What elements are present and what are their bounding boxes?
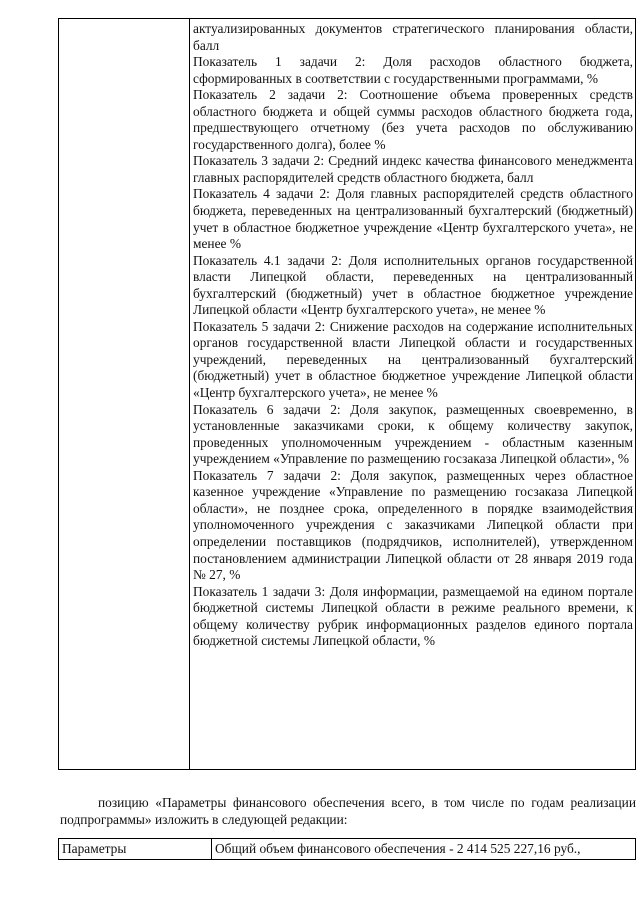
indicator-text: Показатель 7 задачи 2: Доля закупок, размещенных через областное казенное учреждение «Управление по размещению госзаказа Липецкой области», не позднее срока, определенного в порядке взаимодействия уполномоченного учреждения с заказчиками Липецкой области при определении поставщиков (подрядчиков, исполнителей), утвержденном постановлением администрации Липецкой области от 28 января 2019 года № 27, % <box>193 467 633 583</box>
amendment-paragraph: позицию «Параметры финансового обеспечения всего, в том числе по годам реализации подпрограммы» изложить в следующей редакции: <box>60 795 636 827</box>
table-row <box>59 19 636 770</box>
indicator-text: Показатель 3 задачи 2: Средний индекс качества финансового менеджмента главных распорядителей средств областного бюджета, балл <box>193 153 633 185</box>
indicator-text: Показатель 4 задачи 2: Доля главных распорядителей средств областного бюджета, переведенных на централизованный бухгалтерский (бюджетный) учет в областное бюджетное учреждение «Центр бухгалтерского учета», не менее % <box>193 186 633 252</box>
indicators-table-right-cell <box>190 19 636 770</box>
params-label: Параметры <box>59 839 212 860</box>
params-value: Общий объем финансового обеспечения - 2 414 525 227,16 руб., <box>212 839 636 860</box>
indicator-text: Показатель 2 задачи 2: Соотношение объема проверенных средств областного бюджета и общей суммы расходов областного бюджета года, предшествующего отчетному (без учета расходов по обслуживанию государственного долга), более % <box>193 87 633 152</box>
indicators-table <box>58 18 636 770</box>
indicator-text: Показатель 6 задачи 2: Доля закупок, размещенных своевременно, в установленные заказчиками сроки, к общему количеству закупок, проведенных уполномоченным учреждением - областным казенным учреждением «Управление по размещению госзаказа Липецкой области», % <box>193 401 633 467</box>
params-table <box>58 838 636 860</box>
indicator-text: Показатель 4.1 задачи 2: Доля исполнительных органов государственной власти Липецкой области, переведенных на централизованный бухгалтерский (бюджетный) учет в областное бюджетное учреждение Липецкой области «Центр бухгалтерского учета», не менее % <box>193 252 633 318</box>
table-row <box>59 839 636 860</box>
indicator-text: Показатель 1 задачи 2: Доля расходов областного бюджета, сформированных в соответствии с государственными программами, % <box>193 54 633 86</box>
indicator-text: Показатель 1 задачи 3: Доля информации, размещаемой на едином портале бюджетной системы Липецкой области в режиме реального времени, к общему количеству рубрик информационных разделов единого портала бюджетной системы Липецкой области, % <box>193 583 633 649</box>
indicator-text: Показатель 5 задачи 2: Снижение расходов на содержание исполнительных органов государственной власти Липецкой области и государственных учреждений, переведенных на централизованный бухгалтерский (бюджетный) учет в областное бюджетное учреждение Липецкой области «Центр бухгалтерского учета», не менее % <box>193 318 633 401</box>
indicators-table-left-cell <box>59 19 190 770</box>
indicator-text: актуализированных документов стратегического планирования области, балл <box>193 21 633 53</box>
